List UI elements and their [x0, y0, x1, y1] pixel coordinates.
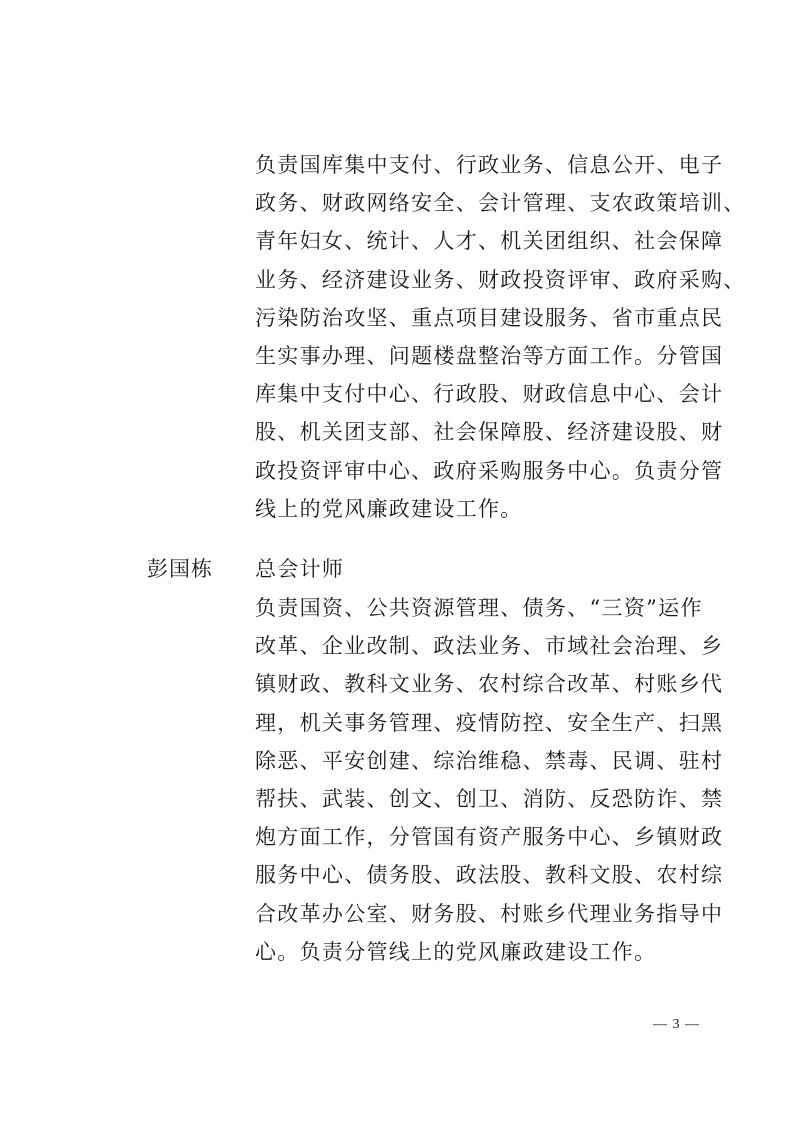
text-line: 业务、经济建设业务、财政投资评审、政府采购、	[255, 267, 746, 292]
duties-paragraph-1	[255, 146, 746, 528]
text-line: 股、机关团支部、社会保障股、经济建设股、财	[255, 420, 724, 445]
text-line: 服务中心、债务股、政法股、教科文股、农村综	[255, 863, 724, 888]
page-number: — 3 —	[653, 1017, 700, 1032]
text-line: 政投资评审中心、政府采购服务中心。负责分管	[255, 458, 724, 483]
text-line: 政务、财政网络安全、会计管理、支农政策培训、	[255, 191, 746, 216]
text-line: 合改革办公室、财务股、村账乡代理业务指导中	[255, 901, 724, 926]
person-name: 彭国栋	[147, 557, 213, 581]
text-line: 线上的党风廉政建设工作。	[255, 496, 523, 521]
text-line: 污染防治攻坚、重点项目建设服务、省市重点民	[255, 305, 724, 330]
text-line: 改革、企业改制、政法业务、市域社会治理、乡	[255, 634, 724, 659]
text-line: 理，机关事务管理、疫情防控、安全生产、扫黑	[255, 710, 724, 735]
text-line: 心。负责分管线上的党风廉政建设工作。	[255, 939, 657, 964]
text-line: 负责国资、公共资源管理、债务、“三资”运作	[255, 596, 703, 620]
text-line: 库集中支付中心、行政股、财政信息中心、会计	[255, 382, 724, 407]
text-line: 镇财政、教科文业务、农村综合改革、村账乡代	[255, 672, 724, 697]
text-line: 生实事办理、问题楼盘整治等方面工作。分管国	[255, 343, 724, 368]
text-line: 负责国库集中支付、行政业务、信息公开、电子	[255, 153, 724, 177]
person-title: 总会计师	[255, 557, 345, 581]
duties-paragraph-2	[255, 589, 724, 971]
text-line: 青年妇女、统计、人才、机关团组织、社会保障	[255, 229, 724, 254]
text-line: 炮方面工作，分管国有资产服务中心、乡镇财政	[255, 825, 724, 850]
text-line: 帮扶、武装、创文、创卫、消防、反恐防诈、禁	[255, 786, 724, 811]
text-line: 除恶、平安创建、综治维稳、禁毒、民调、驻村	[255, 748, 724, 773]
